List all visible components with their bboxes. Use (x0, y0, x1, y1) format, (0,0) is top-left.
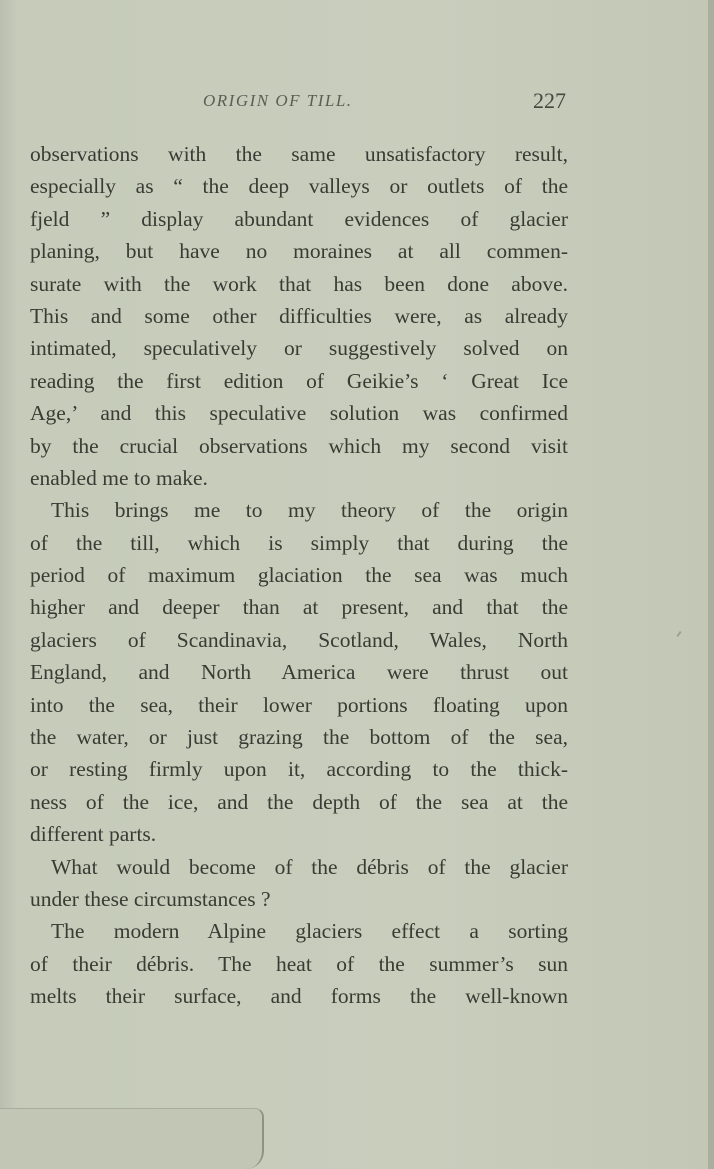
text-line: melts their surface, and forms the well-known (30, 984, 568, 1009)
text-line: fjeld ” display abundant evidences of glacier (30, 206, 568, 231)
text-line: enabled me to make. (30, 465, 208, 490)
text-line: reading the first edition of Geikie’s ‘ Great Ice (30, 368, 568, 393)
text-line: under these circumstances ? (30, 886, 271, 911)
text-line: of the till, which is simply that during the (30, 530, 568, 555)
paragraph-start-line: The modern Alpine glaciers effect a sorting (51, 919, 568, 944)
text-line: glaciers of Scandinavia, Scotland, Wales, North (30, 627, 568, 652)
text-line: of their débris. The heat of the summer’s sun (30, 951, 568, 976)
page-clip-shadow (0, 1108, 264, 1169)
text-line: observations with the same unsatisfactory result, (30, 142, 568, 166)
running-title: ORIGIN OF TILL. (203, 91, 353, 110)
text-line: England, and North America were thrust out (30, 660, 568, 685)
page-number: 227 (533, 88, 566, 113)
body-text (30, 138, 568, 1013)
text-line: into the sea, their lower portions floating upon (30, 692, 568, 717)
page-header (30, 88, 568, 118)
text-line: different parts. (30, 822, 157, 847)
text-line: intimated, speculatively or suggestively solved on (30, 336, 568, 361)
paragraph-start-line: This brings me to my theory of the origin (51, 498, 568, 523)
text-line: by the crucial observations which my second visit (30, 433, 568, 458)
text-line: period of maximum glaciation the sea was much (30, 563, 568, 588)
text-line: surate with the work that has been done above. (30, 271, 568, 296)
text-line: or resting firmly upon it, according to the thick- (30, 757, 568, 782)
text-line: Age,’ and this speculative solution was confirmed (30, 401, 568, 426)
text-line: planing, but have no moraines at all commen- (30, 239, 568, 264)
paper-blemish (676, 631, 681, 637)
text-line: the water, or just grazing the bottom of the sea, (30, 725, 568, 750)
text-line: This and some other difficulties were, as already (30, 303, 568, 328)
text-line: ness of the ice, and the depth of the sea at the (30, 789, 568, 814)
page-edge-shadow (708, 0, 714, 1169)
text-line: especially as “ the deep valleys or outlets of the (30, 174, 568, 199)
text-line: higher and deeper than at present, and that the (30, 595, 568, 620)
paragraph-start-line: What would become of the débris of the glacier (51, 854, 568, 879)
